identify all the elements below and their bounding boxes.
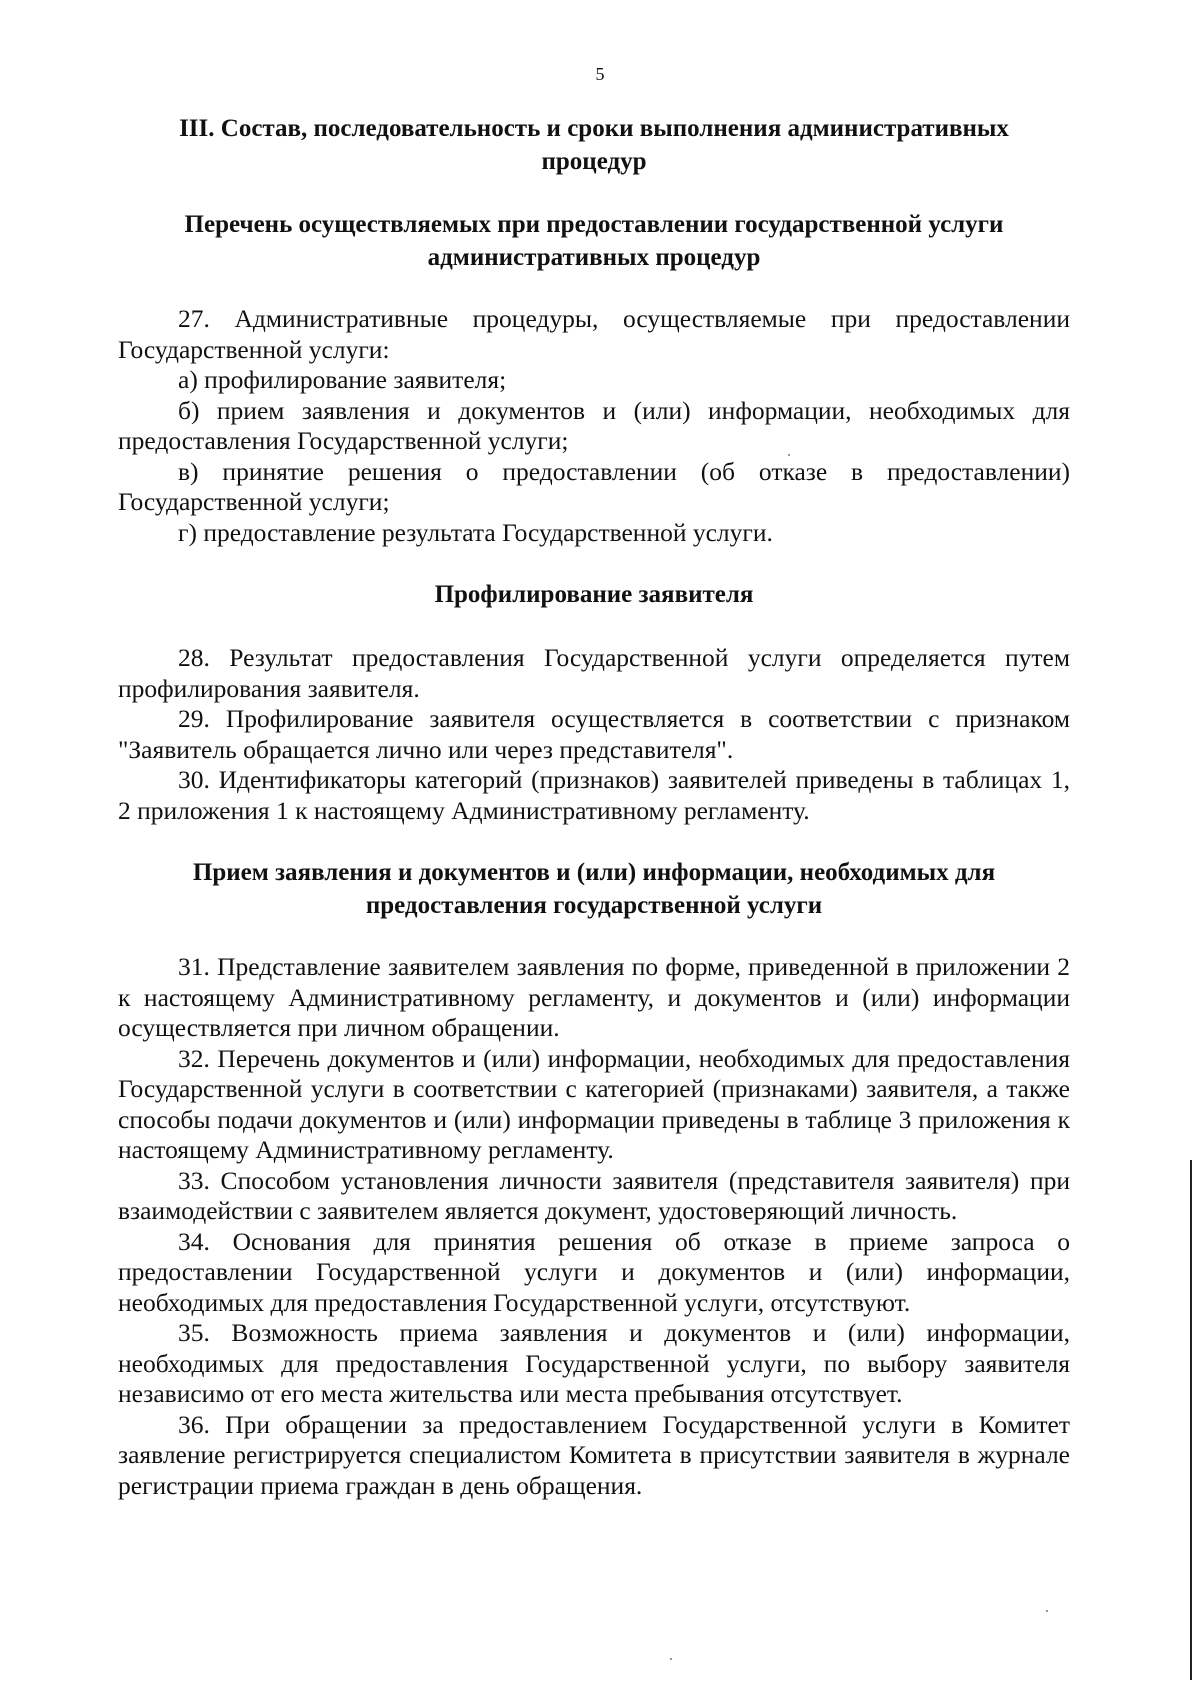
paragraph-36: 36. При обращении за предоставлением Государственной услуги в Комитет заявление регистрируется специалистом Комитета в присутствии заявителя в журнале регистрации приема граждан в день обращения. (118, 1409, 1070, 1500)
subsection-title-profiling: Профилирование заявителя (434, 581, 754, 608)
scan-speck (788, 454, 790, 456)
paragraph-27: 27. Административные процедуры, осуществляемые при предоставлении Государственной услуги: (118, 304, 1070, 364)
list-item-b: б) прием заявления и документов и (или) информации, необходимых для предоставления Государственной услуги; (118, 395, 1070, 455)
subsection-title-procedures-list: Перечень осуществляемых при предоставлении государственной услуги административных процедур (184, 211, 1004, 271)
list-item-g: г) предоставление результата Государственной услуги. (178, 517, 773, 547)
reception-block (118, 952, 1070, 1501)
page-number: 5 (595, 64, 605, 84)
list-item-a: а) профилирование заявителя; (178, 365, 507, 394)
section-title: III. Состав, последовательность и сроки выполнения административных процедур (179, 115, 1009, 175)
paragraph-32: 32. Перечень документов и (или) информации, необходимых для предоставления Государственной услуги в соответствии с категорией (признаками) заявителя, а также способы подачи документов и (или) информации приведены в таблице 3 приложения к настоящему Административному регламенту. (118, 1043, 1070, 1164)
procedures-list-block (118, 304, 1070, 548)
page-content (118, 112, 1070, 1501)
paragraph-31: 31. Представление заявителем заявления по форме, приведенной в приложении 2 к настоящему Административному регламенту, и документов и (или) информации осуществляется при личном обращении. (118, 952, 1070, 1042)
subsection-title-reception: Прием заявления и документов и (или) информации, необходимых для предоставления государственной услуги (192, 859, 996, 919)
scan-speck (1046, 1610, 1048, 1612)
scan-speck (670, 1658, 672, 1660)
paragraph-29: 29. Профилирование заявителя осуществляется в соответствии с признаком "Заявитель обращается лично или через представителя". (118, 704, 1070, 764)
profiling-block (118, 643, 1070, 826)
paragraph-35: 35. Возможность приема заявления и документов и (или) информации, необходимых для предоставления Государственной услуги, по выбору заявителя независимо от его места жительства или места пребывания отсутствует. (118, 1318, 1070, 1408)
paragraph-30: 30. Идентификаторы категорий (признаков) заявителей приведены в таблицах 1, 2 приложения 1 к настоящему Административному регламенту. (118, 765, 1070, 825)
paragraph-34: 34. Основания для принятия решения об отказе в приеме запроса о предоставлении Государственной услуги и документов и (или) информации, необходимых для предоставления Государственной услуги, отсутствуют. (118, 1226, 1070, 1317)
paragraph-28: 28. Результат предоставления Государственной услуги определяется путем профилирования заявителя. (118, 643, 1070, 703)
list-item-v: в) принятие решения о предоставлении (об отказе в предоставлении) Государственной услуги; (118, 456, 1070, 516)
scan-edge-line (1190, 1160, 1192, 1680)
paragraph-33: 33. Способом установления личности заявителя (представителя заявителя) при взаимодействии с заявителем является документ, удостоверяющий личность. (118, 1165, 1070, 1225)
